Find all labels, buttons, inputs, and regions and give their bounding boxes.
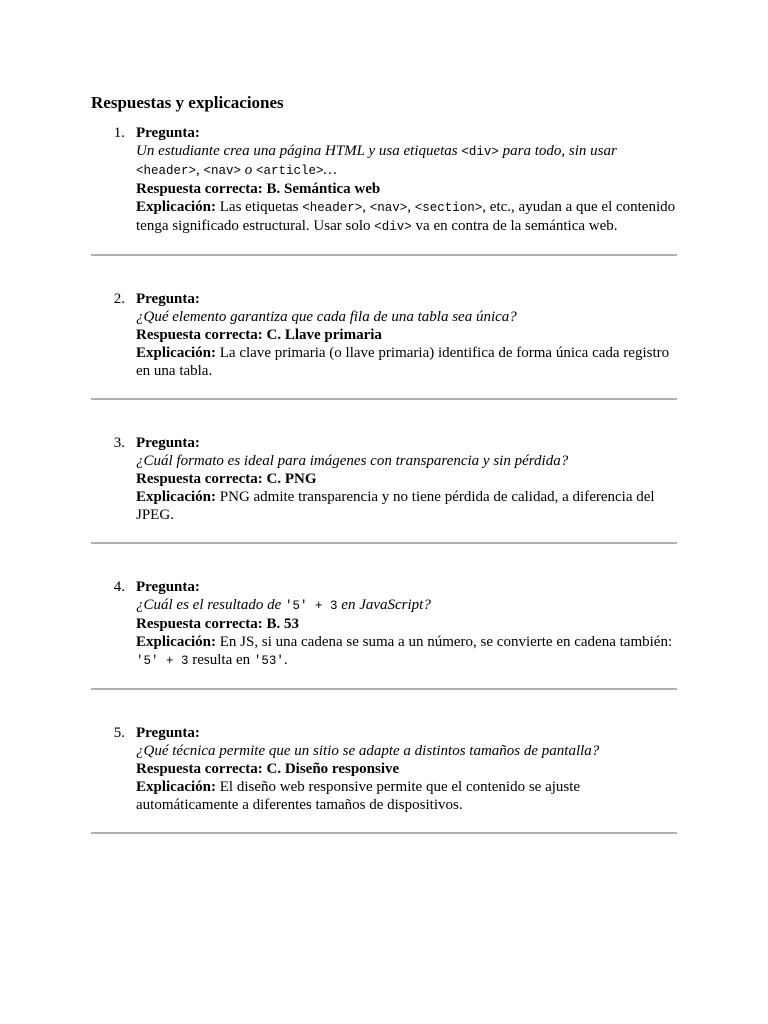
correct-answer (136, 326, 677, 344)
qa-list (91, 124, 677, 834)
item-number: 5. (113, 725, 125, 741)
page-title: Respuestas y explicaciones (91, 93, 284, 112)
qa-item (91, 434, 677, 524)
question-text: ¿Qué técnica permite que un sitio se adapte a distintos tamaños de pantalla? (136, 743, 600, 759)
explanation-label: Explicación: (136, 345, 217, 361)
qa-item (91, 124, 677, 236)
question-text: ¿Cuál formato es ideal para imágenes con transparencia y sin pérdida? (136, 453, 569, 469)
explanation-text: va en contra de la semántica web. (411, 218, 618, 234)
answer-prefix: Respuesta correcta: (136, 616, 263, 632)
question-label: Pregunta: (136, 435, 200, 451)
item-number: 3. (113, 435, 125, 451)
qa-item (91, 578, 677, 670)
section-divider (91, 254, 677, 256)
explanation (136, 778, 677, 814)
explanation-code: '53' (253, 654, 284, 668)
explanation-label: Explicación: (136, 779, 217, 795)
explanation-code: <div> (374, 220, 412, 234)
correct-answer (136, 760, 677, 778)
explanation (136, 344, 677, 380)
explanation-text: Las etiquetas (219, 199, 303, 215)
answer-value: B. Semántica web (266, 181, 381, 197)
qa-item (91, 290, 677, 380)
item-number: 1. (113, 125, 125, 141)
question-text: ¿Qué elemento garantiza que cada fila de una tabla sea única? (136, 309, 517, 325)
question-text: ¿Cuál es el resultado de (136, 597, 286, 613)
question-text: en JavaScript? (337, 597, 431, 613)
correct-answer (136, 470, 677, 488)
explanation-label: Explicación: (136, 199, 217, 215)
explanation-text: , etc., ayudan a que el contenido tenga significado estructural. Usar solo (136, 199, 676, 234)
question-label: Pregunta: (136, 291, 200, 307)
explanation-text: , (362, 199, 370, 215)
answer-value: B. 53 (266, 616, 300, 632)
explanation-code: <section> (414, 201, 483, 215)
question-text: … (323, 162, 337, 178)
qa-item (91, 724, 677, 814)
correct-answer (136, 180, 677, 198)
question-code: <div> (461, 145, 499, 159)
answer-prefix: Respuesta correcta: (136, 761, 263, 777)
question-text: para todo, sin usar (498, 143, 617, 159)
explanation-text: , (407, 199, 415, 215)
correct-answer (136, 615, 677, 633)
section-divider (91, 832, 677, 834)
answer-value: C. Diseño responsive (266, 761, 400, 777)
answer-prefix: Respuesta correcta: (136, 181, 263, 197)
question-text (136, 596, 677, 615)
answer-prefix: Respuesta correcta: (136, 327, 263, 343)
answer-value: C. PNG (266, 471, 317, 487)
section-divider (91, 398, 677, 400)
explanation (136, 633, 677, 670)
answer-prefix: Respuesta correcta: (136, 471, 263, 487)
question-text (136, 142, 677, 180)
question-label: Pregunta: (136, 725, 200, 741)
question-code: <article> (256, 164, 324, 178)
section-divider (91, 542, 677, 544)
explanation-text: . (283, 652, 288, 668)
question-code: <nav> (203, 164, 242, 178)
explanation-code: '5' + 3 (136, 654, 189, 668)
question-code: <header> (136, 164, 197, 178)
explanation-text: El diseño web responsive permite que el contenido se ajuste automáticamente a diferentes tamaños de dispositivos. (136, 779, 581, 813)
question-code: '5' + 3 (285, 599, 338, 613)
question-text: o (241, 162, 257, 178)
question-label: Pregunta: (136, 125, 200, 141)
question-text: Un estudiante crea una página HTML y usa etiquetas (136, 143, 462, 159)
explanation-label: Explicación: (136, 489, 217, 505)
explanation (136, 488, 677, 524)
explanation-text: resulta en (188, 652, 254, 668)
question-text (136, 742, 677, 760)
question-text: , (196, 162, 204, 178)
explanation-code: <header> (302, 201, 363, 215)
section-divider (91, 688, 677, 690)
explanation-label: Explicación: (136, 634, 217, 650)
explanation-text: En JS, si una cadena se suma a un número, se convierte en cadena también: (219, 634, 673, 650)
question-label: Pregunta: (136, 579, 200, 595)
item-number: 2. (113, 291, 125, 307)
question-text (136, 308, 677, 326)
explanation (136, 198, 677, 236)
explanation-text: PNG admite transparencia y no tiene pérdida de calidad, a diferencia del JPEG. (136, 489, 655, 523)
explanation-text: La clave primaria (o llave primaria) identifica de forma única cada registro en una tabla. (136, 345, 670, 379)
item-number: 4. (113, 579, 125, 595)
question-text (136, 452, 677, 470)
answer-value: C. Llave primaria (266, 327, 382, 343)
explanation-code: <nav> (369, 201, 408, 215)
